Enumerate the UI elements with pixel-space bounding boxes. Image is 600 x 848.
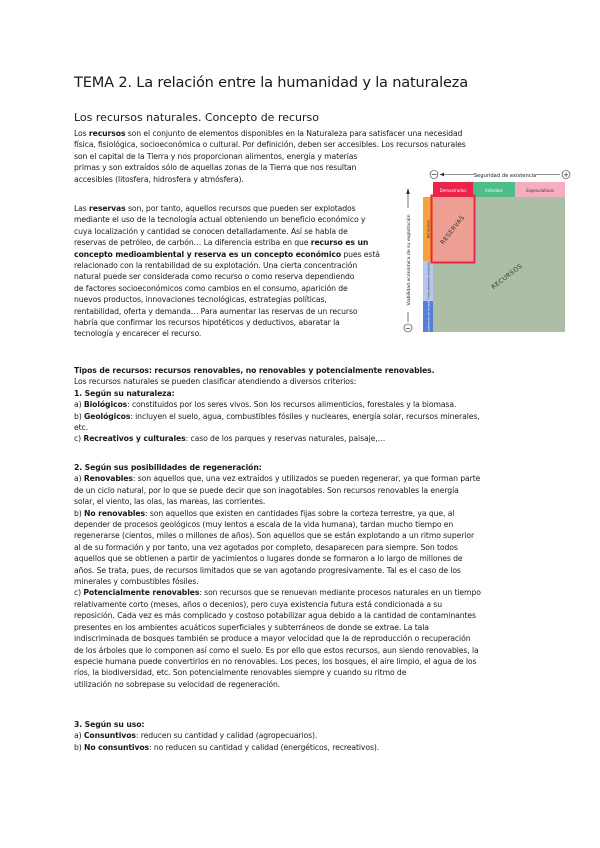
text-run: c)	[74, 434, 84, 444]
text-line	[74, 271, 380, 282]
text-run: relativamente corto (meses, años o decenios), pero cuya existencia futura está condicionada a su	[74, 599, 442, 609]
text-run: nuevos productos, innovaciones tecnológicas, estrategias políticas,	[74, 295, 327, 305]
bold-text: Consuntivos	[83, 731, 136, 741]
text-line	[74, 730, 379, 741]
text-run: presentes en los ambientes acuáticos superficiales y subterráneos de donde se extrae. La tala	[74, 622, 429, 632]
text-line	[74, 260, 380, 271]
text-run: : incluyen el suelo, agua, combustibles fósiles y nucleares, energía solar, recursos minerales,	[130, 411, 480, 421]
text-run: especie humana puede convertirlos en no renovables. Los peces, los bosques, el aire limpio, el agua de los	[74, 656, 477, 666]
text-run: de los árboles que lo componen así como el suelo. Es por ello que estos recursos, aun siendo renovables, la	[74, 645, 479, 655]
minus-sign-left: −	[405, 324, 411, 333]
text-run: b)	[74, 411, 85, 421]
text-run: Los recursos naturales se pueden clasificar atendiendo a diversos criterios:	[74, 377, 357, 387]
bold-text: No renovables	[84, 508, 146, 518]
text-line	[74, 433, 480, 444]
text-line	[74, 519, 481, 530]
text-run: años. Se trata, pues, de recursos limitados que se van agotando progresivamente. Tal es el caso de los	[74, 565, 461, 575]
recursos-label: RECURSOS	[490, 262, 524, 291]
left-axis-label: Viabilidad económica de su explotación	[407, 214, 412, 306]
bold-text: Renovables	[83, 474, 133, 484]
text-run: : caso de los parques y reservas naturales, paisaje,…	[185, 434, 386, 444]
text-line	[74, 411, 480, 422]
text-run: de factores socioeconómicos como cambios en el consumo, aparición de	[74, 283, 348, 293]
text-run: ríos, la biodiversidad, etc. Son potencialmente renovables siempre y cuando su ritmo de	[74, 668, 407, 678]
text-line	[74, 645, 481, 656]
page-title: TEMA 2. La relación entre la humanidad y la naturaleza	[74, 74, 468, 91]
top-axis-label: Seguridad de existencia	[473, 173, 537, 179]
left-label-rentables: Rentables	[425, 219, 431, 239]
text-run: física, fisiológica, socioeconómica o cultural. Por definición, deben ser accesibles. Los recursos naturales	[74, 140, 466, 150]
text-line	[74, 553, 481, 564]
text-line	[74, 656, 481, 667]
text-run: son el capital de la Tierra y nos proporcionan alimentos, energía y materias	[74, 151, 358, 161]
bold-text: concepto medioambiental y reserva es un concepto económico	[74, 249, 342, 259]
left-label-potencialmente: Potencialmente rentables	[426, 261, 431, 301]
bold-text: recursos	[88, 129, 126, 138]
text-line	[74, 530, 481, 541]
text-line	[74, 565, 481, 576]
text-line	[74, 622, 481, 633]
text-run: b)	[74, 742, 85, 752]
text-line	[74, 462, 481, 473]
text-run: regenerarse (cientos, miles o millones de años). Son aquellos que se están explotando a un ritmo superior	[74, 531, 475, 541]
text-line	[74, 317, 380, 328]
text-line	[74, 422, 480, 433]
text-run: a)	[74, 400, 84, 410]
text-line	[74, 719, 379, 730]
text-line	[74, 226, 380, 237]
text-line	[74, 249, 380, 260]
top-axis-arrowhead	[440, 173, 444, 176]
text-line	[74, 388, 480, 399]
text-run: indiscriminada de bosques también se produce a mayor velocidad que la de reproducción o recuperación	[74, 634, 471, 644]
text-run: minerales y combustibles fósiles.	[74, 577, 199, 587]
text-run: natural puede ser considerada como recurso o como reserva dependiendo	[74, 272, 355, 282]
bold-text: Recreativos y culturales	[83, 434, 186, 444]
text-line	[74, 508, 481, 519]
text-run: son, por tanto, aquellos recursos que pueden ser explotados	[125, 204, 356, 213]
paragraph-reservas	[74, 203, 380, 340]
text-run: : son aquellos que, una vez extraídos y utilizados se pueden regenerar, ya que forman parte	[132, 474, 481, 484]
text-run: depender de procesos geológicos (muy lentos a escala de la vida humana), tardan mucho tiempo en	[74, 520, 454, 530]
text-run: a)	[74, 731, 84, 741]
text-run: c)	[74, 588, 84, 598]
text-run: : reducen su cantidad y calidad (agropecuarios).	[135, 731, 318, 741]
text-run: habría que confirmar los recursos hipotéticos y deductivos, abaratar la	[74, 318, 340, 328]
text-line	[74, 128, 466, 139]
text-run: reservas de petróleo, de carbón… La diferencia estriba en que	[74, 238, 311, 248]
header-label-demostrados: Demostrados	[439, 188, 467, 193]
bold-text: recurso es un	[310, 238, 369, 248]
text-run: primas y son extraídos sólo de aquellas zonas de la Tierra que nos resultan	[74, 163, 357, 173]
text-line	[74, 294, 380, 305]
text-line	[74, 667, 481, 678]
text-run: reposición. Cada vez es más complicado y costoso potabilizar agua debido a la cantidad de contaminantes	[74, 611, 476, 621]
text-line	[74, 587, 481, 598]
text-run: b)	[74, 508, 85, 518]
left-axis-arrowhead	[406, 188, 409, 194]
minus-sign-top: −	[430, 170, 438, 179]
text-line	[74, 473, 481, 484]
text-run: tecnología y encarecer el recurso.	[74, 329, 202, 339]
bold-text: Geológicos	[84, 411, 131, 421]
text-line	[74, 328, 380, 339]
header-label-inferidos: Inferidos	[485, 188, 503, 193]
text-line	[74, 151, 466, 162]
text-line	[74, 203, 380, 214]
text-run: son el conjunto de elementos disponibles en la Naturaleza para satisfacer una necesidad	[125, 129, 463, 138]
text-line	[74, 742, 379, 753]
text-run: accesibles (litosfera, hidrosfera y atmósfera).	[74, 174, 244, 184]
bold-text: No consuntivos	[84, 742, 150, 752]
resources-reserves-diagram	[400, 168, 600, 340]
text-line	[74, 214, 380, 225]
text-run: rentabilidad, oferta y demanda… Para aumentar las reservas de un recurso	[74, 306, 358, 316]
text-run: utilización no sobrepase su velocidad de regeneración.	[74, 679, 281, 689]
text-run: pues está	[341, 249, 380, 259]
text-run: de un ciclo natural, por lo que se puede decir que son inagotables. Son recursos renovables la energía	[74, 485, 459, 495]
bold-text: Biológicos	[83, 400, 128, 410]
section-heading: Los recursos naturales. Concepto de recurso	[74, 111, 319, 124]
text-line	[74, 376, 480, 387]
text-run: : constituidos por los seres vivos. Son los recursos alimenticios, forestales y la biomasa.	[127, 400, 457, 410]
bold-text: reservas	[89, 204, 126, 213]
text-run: Los	[74, 129, 89, 138]
text-run: etc.	[74, 423, 89, 433]
text-run: : no reducen su cantidad y calidad (energéticos, recreativos).	[149, 742, 380, 752]
text-run: : son recursos que se renuevan mediante procesos naturales en un tiempo	[199, 588, 481, 598]
section-tipos-naturaleza	[74, 365, 480, 445]
plus-sign-top: +	[563, 171, 569, 179]
text-line	[74, 496, 481, 507]
text-line	[74, 679, 481, 690]
bold-text: 1. Según su naturaleza:	[74, 388, 175, 398]
section-uso	[74, 719, 379, 753]
text-line	[74, 485, 481, 496]
text-run: aquellos que se obtienen a partir de yacimientos o lugares donde se formaron a lo largo de millones de	[74, 554, 463, 564]
text-run: al de su formación y por tanto, una vez agotados por completo, desaparecen para siempre. Son todos	[74, 542, 458, 552]
bold-text: Potencialmente renovables	[83, 588, 200, 598]
text-line	[74, 283, 380, 294]
text-run: relacionado con la rentabilidad de su explotación. Una cierta concentración	[74, 261, 358, 271]
reservas-label: RESERVAS	[439, 214, 467, 247]
text-run: : son aquellos que existen en cantidades fijas sobre la corteza terrestre, ya que, al	[145, 508, 455, 518]
text-line	[74, 365, 480, 376]
text-line	[74, 610, 481, 621]
text-line	[74, 599, 481, 610]
text-line	[74, 399, 480, 410]
bold-text: 2. Según sus posibilidades de regeneración:	[74, 463, 262, 472]
text-run: solar, el viento, las olas, las mareas, las corrientes.	[74, 497, 266, 507]
text-line	[74, 237, 380, 248]
text-line	[74, 139, 466, 150]
text-line	[74, 633, 481, 644]
text-run: a)	[74, 474, 84, 484]
text-line	[74, 306, 380, 317]
left-label-no-rentables: Actualmente no rentables	[426, 297, 431, 336]
text-run: cuya localización y cantidad se conocen detalladamente. Así se habla de	[74, 226, 348, 236]
text-run: mediante el uso de la tecnología actual obteniendo un beneficio económico y	[74, 215, 366, 225]
header-label-especulativos: Especulativos	[526, 188, 554, 193]
text-line	[74, 542, 481, 553]
bold-text: 3. Según su uso:	[74, 720, 145, 729]
section-regeneracion	[74, 462, 481, 690]
text-run: Las	[74, 204, 90, 213]
bold-text: Tipos de recursos: recursos renovables, no renovables y potencialmente renovables.	[74, 366, 435, 375]
text-line	[74, 576, 481, 587]
